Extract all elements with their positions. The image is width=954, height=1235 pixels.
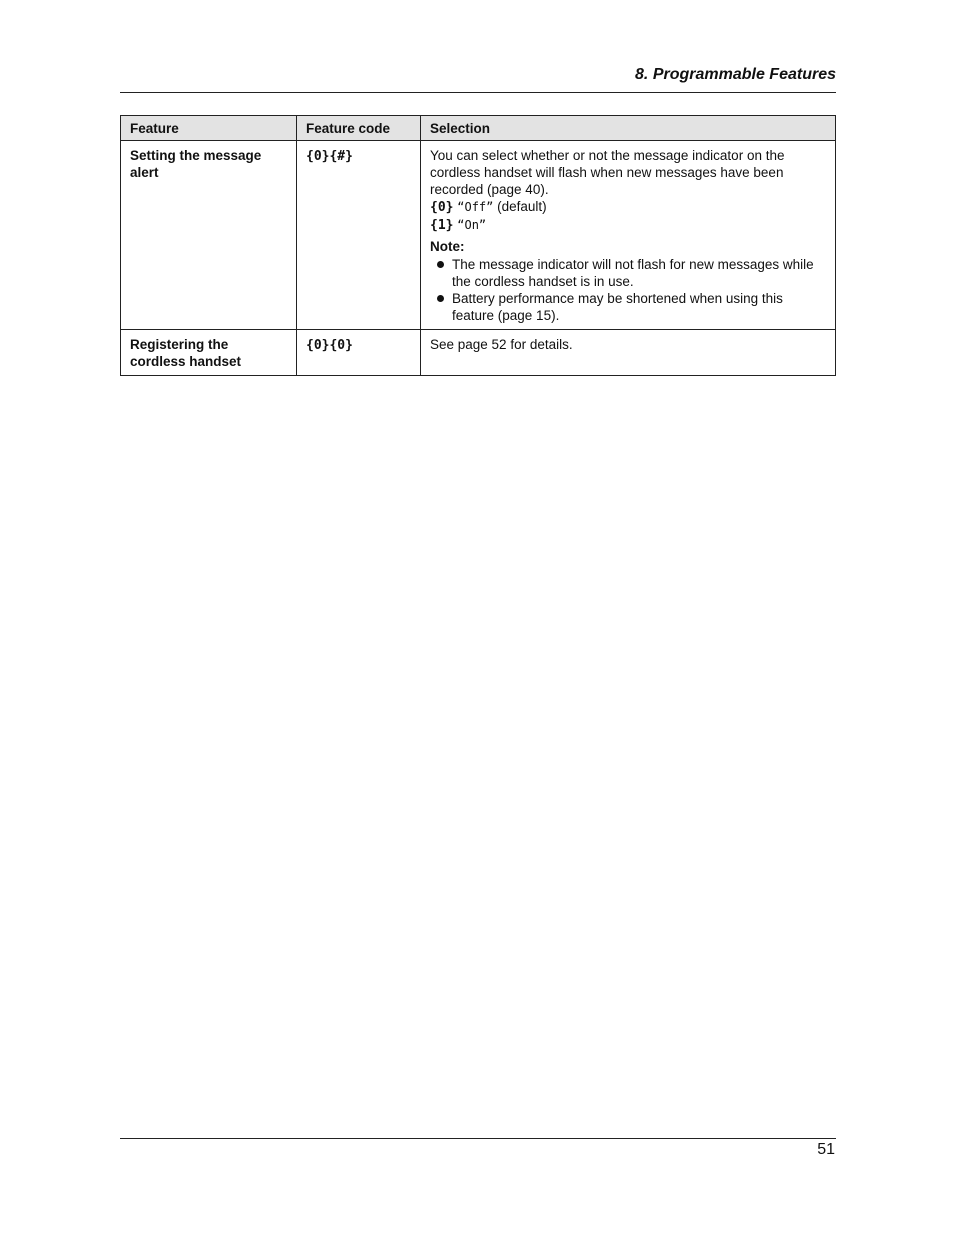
option-suffix: (default) xyxy=(493,199,547,214)
option-key: {0} xyxy=(430,200,454,215)
selection-cell xyxy=(421,141,836,330)
option-value: “On” xyxy=(457,218,487,232)
feature-name: Setting the message alert xyxy=(130,148,262,180)
table-row xyxy=(121,141,836,330)
list-item xyxy=(436,256,826,290)
selection-cell xyxy=(421,330,836,376)
feature-code: {0}{0} xyxy=(306,338,353,353)
selection-option xyxy=(430,198,826,216)
bullet-icon xyxy=(437,295,444,302)
table-row xyxy=(121,330,836,376)
bullet-icon xyxy=(437,261,444,268)
feature-cell xyxy=(121,141,297,330)
footer-divider xyxy=(120,1138,836,1139)
option-key: {1} xyxy=(430,218,454,233)
feature-code-cell xyxy=(297,330,421,376)
note-text: The message indicator will not flash for new messages while the cordless handset is in use. xyxy=(452,257,814,289)
list-item xyxy=(436,290,826,324)
feature-name: Registering the cordless handset xyxy=(130,337,242,369)
note-label: Note: xyxy=(430,239,465,254)
selection-description: You can select whether or not the message indicator on the cordless handset will flash when new messages have been recorded (page 40). xyxy=(430,148,785,197)
selection-description: See page 52 for details. xyxy=(430,337,573,352)
column-header-selection: Selection xyxy=(421,116,836,141)
selection-option xyxy=(430,216,826,234)
feature-code-cell xyxy=(297,141,421,330)
note-list xyxy=(430,256,826,324)
column-header-feature: Feature xyxy=(121,116,297,141)
page-number: 51 xyxy=(817,1141,835,1158)
feature-code: {0}{#} xyxy=(306,149,353,164)
page-header-title: 8. Programmable Features xyxy=(635,66,836,83)
feature-cell xyxy=(121,330,297,376)
option-value: “Off” xyxy=(457,200,494,214)
column-header-feature-code: Feature code xyxy=(297,116,421,141)
table-header-row xyxy=(121,116,836,141)
feature-table xyxy=(120,115,836,376)
header-divider xyxy=(120,92,836,93)
note-text: Battery performance may be shortened when using this feature (page 15). xyxy=(452,291,783,323)
